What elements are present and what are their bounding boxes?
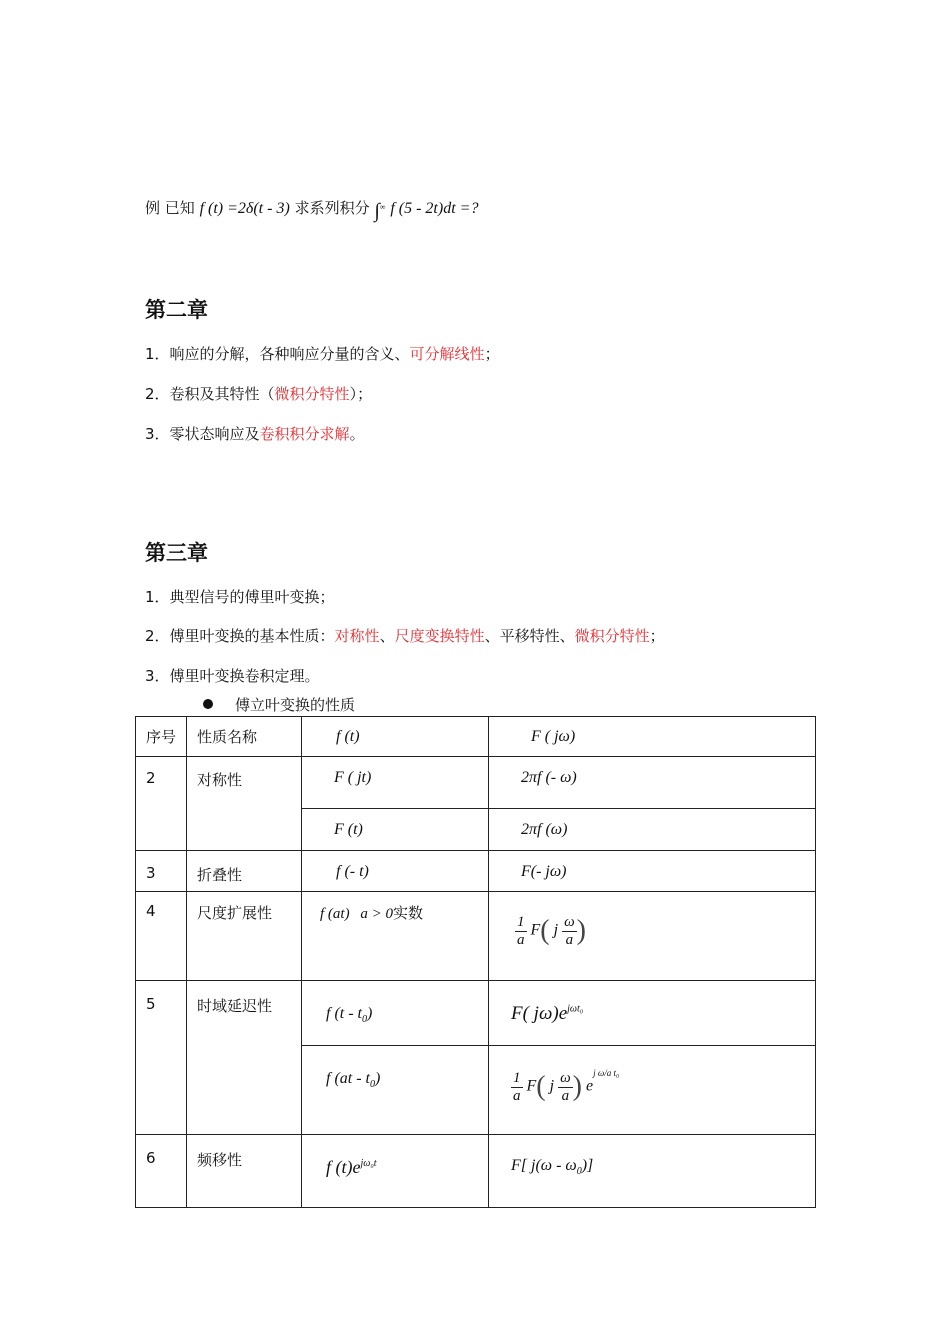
header-cell: F ( jω) [489, 717, 816, 757]
bullet-heading: 傅立叶变换的性质 [203, 694, 355, 715]
table-row [136, 892, 816, 981]
row-number: 6 [136, 1135, 187, 1208]
freq-domain-cell: 2πf (ω) [489, 809, 816, 851]
table-row [136, 851, 816, 892]
example-integrand: f (5 - 2t)dt =? [390, 200, 479, 217]
row-number: 2 [136, 757, 187, 851]
row-number: 5 [136, 981, 187, 1135]
example-ft-formula: f (t) =2δ(t - 3) [199, 200, 290, 217]
time-domain-cell: f (at) a > 0实数 [302, 892, 489, 981]
freq-domain-cell: F(- jω) [489, 851, 816, 892]
table-row [136, 1135, 816, 1208]
header-cell: f (t) [302, 717, 489, 757]
table-row [136, 757, 816, 809]
fourier-properties-table [135, 716, 816, 1208]
chapter2-item-1: 1．响应的分解，各种响应分量的含义、可分解线性； [145, 345, 500, 363]
highlight-text: 可分解线性 [409, 345, 485, 363]
chapter3-item-1: 1．典型信号的傅里叶变换； [145, 588, 335, 606]
header-cell: 性质名称 [187, 717, 302, 757]
freq-domain-cell: $\frac{1}{a}$ F( j $\frac{\omega}{a}$ ) $e^{j \omega/a t_0}$ [489, 1046, 816, 1135]
example-label: 例 已知 [145, 199, 195, 217]
freq-domain-cell: $\frac{1}{a}$ F( j $\frac{\omega}{a}$ ) [489, 892, 816, 981]
row-number: 3 [136, 851, 187, 892]
highlight-text: 卷积积分求解 [259, 425, 350, 443]
time-domain-cell: F ( jt) [302, 757, 489, 809]
example-mid-text: 求系列积分 [294, 199, 370, 217]
row-number: 4 [136, 892, 187, 981]
property-name: 折叠性 [187, 851, 302, 892]
time-domain-cell: f (- t) [302, 851, 489, 892]
freq-domain-cell: F( $j\omega)e^{j\omega t_0}$ [489, 981, 816, 1046]
highlight-text: 微积分特性 [274, 385, 350, 403]
freq-domain-cell: 2πf (- ω) [489, 757, 816, 809]
property-name: 时域延迟性 [187, 981, 302, 1135]
chapter2-item-2: 2．卷积及其特性（微积分特性）； [145, 385, 373, 403]
time-domain-cell: f $(t)e^{j\omega_0t}$ [302, 1135, 489, 1208]
chapter3-title: 第三章 [145, 541, 208, 565]
bullet-icon [203, 699, 213, 709]
chapter2-item-3: 3．零状态响应及卷积积分求解。 [145, 425, 365, 443]
header-cell: 序号 [136, 717, 187, 757]
chapter3-item-3: 3．傅里叶变换卷积定理。 [145, 667, 320, 685]
example-line [145, 196, 479, 222]
property-name: 尺度扩展性 [187, 892, 302, 981]
property-name: 对称性 [187, 757, 302, 851]
chapter3-item-2: 2．傅里叶变换的基本性质：对称性、尺度变换特性、平移特性、微积分特性； [145, 627, 665, 645]
time-domain-cell: f $(t - t_0)$ [302, 981, 489, 1046]
time-domain-cell: f $(at - t_0)$ [302, 1046, 489, 1135]
table-header-row [136, 717, 816, 757]
time-domain-cell: F (t) [302, 809, 489, 851]
integral-sign: ∫∞ [374, 200, 386, 222]
table-row [136, 981, 816, 1046]
freq-domain-cell: F[ $j(\omega - \omega_0)$] [489, 1135, 816, 1208]
chapter2-title: 第二章 [145, 298, 208, 322]
property-name: 频移性 [187, 1135, 302, 1208]
